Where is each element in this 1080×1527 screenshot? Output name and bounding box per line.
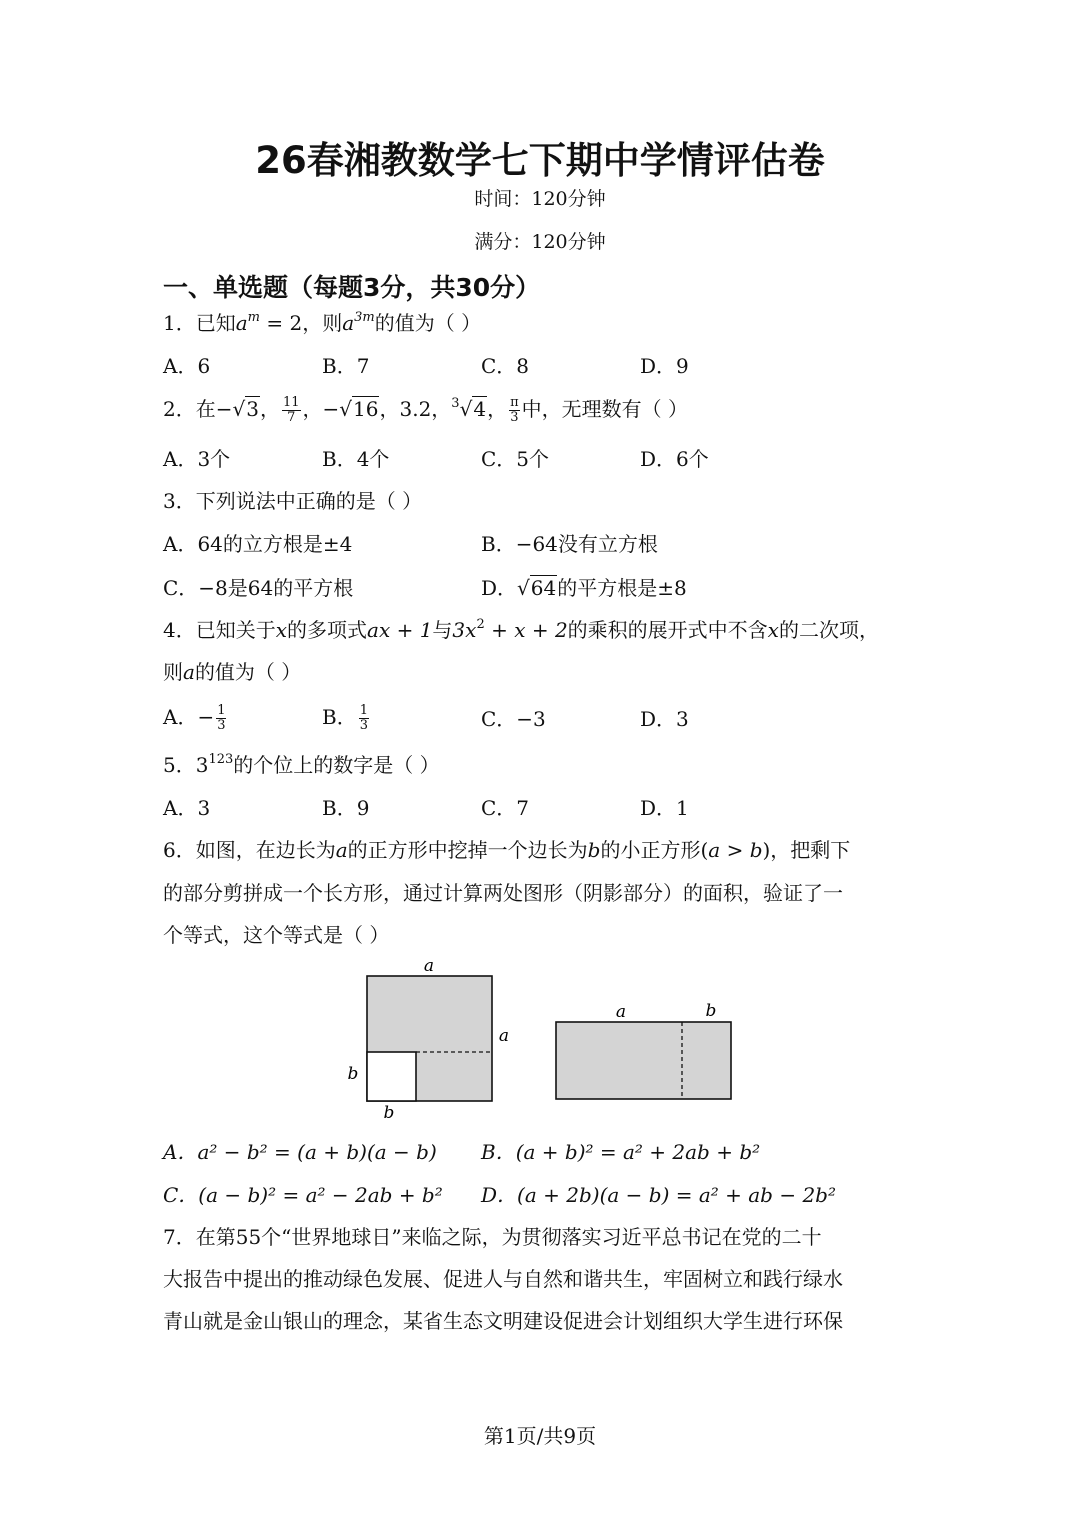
- exam-score: 满分：120分钟: [474, 231, 606, 253]
- q6-option-c: C．(a − b)² = a² − 2ab + b²: [163, 1183, 443, 1207]
- q1-option-a: A．6: [163, 354, 211, 378]
- q2-radicand-2: 16: [353, 397, 379, 421]
- question-5: [163, 749, 440, 778]
- q3-option-c: C．−8是64的平方根: [163, 576, 354, 600]
- small-square-left-label: b: [347, 1064, 359, 1084]
- q2-pi-num: π: [510, 395, 519, 410]
- q6-option-a: A．a² − b² = (a + b)(a − b): [163, 1140, 437, 1164]
- q1-eq: = 2，则: [260, 311, 343, 335]
- q1-base: a: [235, 311, 248, 335]
- q6-l1-d: )，把剩下: [762, 838, 851, 862]
- q6-diagram: [330, 950, 760, 1130]
- q4-opt-a-frac: [216, 704, 226, 733]
- page-footer: 第1页/共9页: [483, 1424, 597, 1448]
- q4-option-b: [322, 701, 371, 733]
- question-1: [163, 307, 481, 336]
- question-6-line-3: 个等式，这个等式是（ ）: [163, 923, 390, 947]
- q5-tail: 的个位上的数字是（ ）: [233, 753, 440, 777]
- q4-option-a: [163, 701, 228, 733]
- q1-base2: a: [342, 311, 355, 335]
- q1-option-d: D．9: [640, 354, 689, 378]
- big-square-top-label: a: [423, 956, 435, 976]
- question-4-line-2: [163, 656, 301, 685]
- q2-cube-index: 3: [451, 396, 460, 411]
- q4-opt-a-lead: A．−: [163, 705, 215, 729]
- q4-line2-var: a: [183, 660, 195, 684]
- q2-sep-3: ，: [487, 397, 508, 421]
- q1-option-b: B．7: [322, 354, 370, 378]
- q4-poly2-exp: 2: [476, 617, 485, 632]
- q4-opt-a-num: 1: [217, 703, 226, 718]
- question-4: [163, 614, 879, 643]
- q2-cube-sign: √: [459, 397, 473, 421]
- q4-opt-b-num: 1: [359, 703, 368, 718]
- question-7: 7．在第55个“世界地球日”来临之际，为贯彻落实习近平总书记在党的二十: [163, 1225, 822, 1249]
- q4-option-d: D．3: [640, 707, 689, 731]
- q2-pi-fraction: [509, 396, 520, 425]
- q4-line2-a: 则: [163, 660, 183, 684]
- rectangle-a-label: a: [615, 1002, 627, 1022]
- q1-exp: m: [247, 310, 260, 325]
- exam-time: 时间：120分钟: [474, 188, 606, 210]
- q2-radicand-1: 3: [246, 397, 259, 421]
- rectangle-figure: [556, 1001, 731, 1099]
- q6-l1-b: 的正方形中挖掉一个边长为: [347, 838, 588, 862]
- q1-exp2: 3m: [354, 310, 375, 325]
- q4-line2-b: 的值为（ ）: [194, 660, 302, 684]
- q5-exp: 123: [208, 752, 234, 767]
- q2-frac-den: 7: [287, 410, 296, 425]
- q3-option-d: [481, 572, 687, 601]
- q2-option-d: D．6个: [640, 447, 709, 471]
- exam-title: 26春湘教数学七下期中学情评估卷: [255, 139, 825, 182]
- question-3: 3．下列说法中正确的是（ ）: [163, 489, 423, 513]
- q2-tail: 中，无理数有（ ）: [521, 397, 688, 421]
- q5-option-b: B．9: [322, 796, 370, 820]
- q2-sep-1: ，: [259, 397, 280, 421]
- q5-option-d: D．1: [640, 796, 689, 820]
- q3-option-a: A．64的立方根是±4: [163, 532, 353, 556]
- q1-lead: 1．已知: [163, 311, 236, 335]
- q4-opt-a-den: 3: [217, 718, 226, 733]
- q4-poly2-b: + x + 2: [484, 618, 568, 642]
- question-2: [163, 393, 688, 425]
- q5-option-c: C．7: [481, 796, 530, 820]
- q4-p5: 的二次项，: [778, 618, 879, 642]
- q2-option-a: A．3个: [163, 447, 231, 471]
- removed-small-square: [367, 1052, 416, 1101]
- q1-tail: 的值为（ ）: [374, 311, 482, 335]
- q4-poly2-a: 3x: [452, 618, 477, 642]
- q3-d-lead: D．√: [481, 576, 530, 600]
- question-7-line-3: 青山就是金山银山的理念，某省生态文明建设促进会计划组织大学生进行环保: [163, 1309, 843, 1333]
- q2-lead: 2．在−√: [163, 397, 246, 421]
- small-square-bottom-label: b: [383, 1103, 395, 1123]
- q2-fraction: [282, 396, 301, 425]
- q4-p2: 的多项式: [287, 618, 368, 642]
- q6-option-d: D．(a + 2b)(a − b) = a² + ab − 2b²: [481, 1183, 836, 1207]
- q6-condition: a > b: [708, 838, 763, 862]
- q4-p3: 与: [432, 618, 453, 642]
- q3-d-radicand: 64: [530, 576, 557, 600]
- q4-var-x: x: [275, 618, 288, 642]
- q6-option-b: B．(a + b)² = a² + 2ab + b²: [481, 1140, 761, 1164]
- q4-poly1: ax + 1: [367, 618, 433, 642]
- q2-sep-2: ，−√: [302, 397, 353, 421]
- big-square-figure: [348, 956, 510, 1123]
- q2-mid: ，3.2，: [379, 397, 452, 421]
- q6-l1-c: 的小正方形(: [600, 838, 709, 862]
- q6-l1-a: 6．如图，在边长为: [163, 838, 336, 862]
- q5-option-a: A．3: [163, 796, 211, 820]
- q5-lead: 5．3: [163, 753, 209, 777]
- q4-opt-b-frac: [359, 704, 369, 733]
- q2-pi-den: 3: [510, 410, 519, 425]
- q6-var-a: a: [335, 838, 348, 862]
- big-square-right-label: a: [498, 1026, 510, 1046]
- q3-option-b: B．−64没有立方根: [481, 532, 658, 556]
- q4-p1: 4．已知关于: [163, 618, 276, 642]
- q1-option-c: C．8: [481, 354, 530, 378]
- q4-var-x2: x: [767, 618, 779, 642]
- q4-opt-b-lead: B．: [322, 705, 357, 729]
- q2-option-c: C．5个: [481, 447, 550, 471]
- q2-frac-num: 11: [282, 395, 300, 410]
- question-6-line-2: 的部分剪拼成一个长方形，通过计算两处图形（阴影部分）的面积，验证了一: [163, 881, 843, 905]
- question-7-line-2: 大报告中提出的推动绿色发展、促进人与自然和谐共生，牢固树立和践行绿水: [163, 1267, 843, 1291]
- q2-radicand-3: 4: [473, 397, 487, 421]
- q2-option-b: B．4个: [322, 447, 390, 471]
- rearranged-rectangle: [556, 1022, 731, 1099]
- q3-d-tail: 的平方根是±8: [557, 576, 687, 600]
- rectangle-b-label: b: [705, 1001, 717, 1021]
- section-title: 一、单选题（每题3分，共30分）: [163, 273, 541, 302]
- q4-option-c: C．−3: [481, 707, 546, 731]
- q4-opt-b-den: 3: [359, 718, 368, 733]
- q6-var-b: b: [587, 838, 601, 862]
- q4-p4: 的乘积的展开式中不含: [567, 618, 768, 642]
- question-6: [163, 834, 850, 863]
